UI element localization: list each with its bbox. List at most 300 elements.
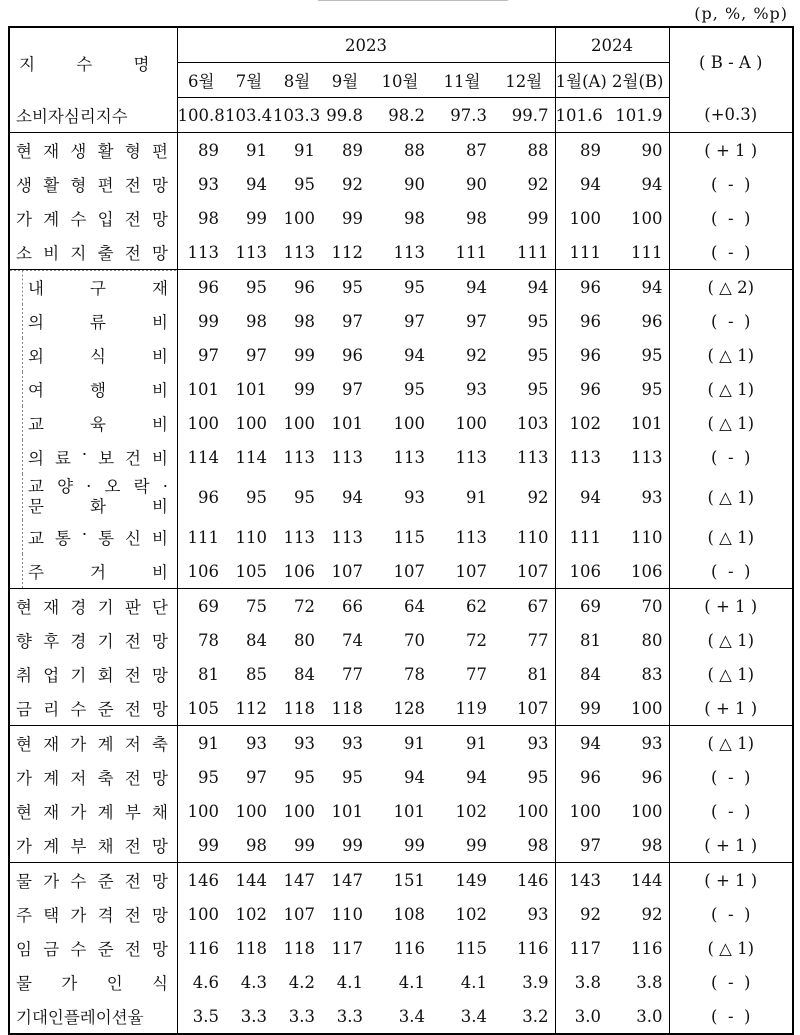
diff-cell: ( - ) bbox=[669, 554, 793, 589]
value-cell: 106 bbox=[607, 554, 669, 589]
value-cell: 95 bbox=[607, 372, 669, 406]
value-cell: 95 bbox=[342, 277, 363, 297]
value-cell: 93 bbox=[607, 474, 669, 520]
value-cell: 102 bbox=[455, 801, 487, 821]
header-diff: ( B - A ) bbox=[669, 27, 793, 98]
value-cell: 95 bbox=[493, 372, 555, 406]
value-cell: 94 bbox=[580, 733, 602, 753]
value-cell: 113 bbox=[283, 527, 315, 547]
value-cell: 97 bbox=[404, 311, 425, 331]
table-row bbox=[9, 657, 793, 691]
value-cell: 93 bbox=[198, 174, 219, 194]
value-cell: 91 bbox=[294, 140, 315, 160]
value-cell: 103.4 bbox=[225, 98, 273, 133]
diff-cell: ( - ) bbox=[669, 965, 793, 999]
value-cell: 101 bbox=[331, 413, 363, 433]
table-row bbox=[9, 406, 793, 440]
value-cell: 3.0 bbox=[607, 999, 669, 1034]
value-cell: 94 bbox=[342, 487, 363, 507]
row-name-text: 임 금 수 준 전 망 bbox=[16, 940, 168, 959]
value-cell: 115 bbox=[455, 938, 487, 958]
month-header: 11월 bbox=[431, 63, 493, 98]
row-name-text: 기대인플레이션율 bbox=[16, 1008, 144, 1027]
value-cell: 97 bbox=[466, 311, 487, 331]
value-cell: 78 bbox=[404, 664, 425, 684]
value-cell: 116 bbox=[187, 938, 219, 958]
value-cell: 100 bbox=[455, 413, 487, 433]
unit-note: (p, %, %p) bbox=[694, 4, 788, 23]
value-cell: 117 bbox=[331, 938, 363, 958]
value-cell: 96 bbox=[607, 304, 669, 338]
value-cell: 98 bbox=[225, 828, 273, 863]
value-cell: 100 bbox=[187, 904, 219, 924]
value-cell: 101 bbox=[393, 801, 425, 821]
header-year-2024: 2024 bbox=[555, 27, 669, 63]
value-cell: 92 bbox=[493, 167, 555, 201]
row-name-text: 외 식 비 bbox=[28, 347, 168, 366]
value-cell: 80 bbox=[294, 630, 315, 650]
value-cell: 96 bbox=[580, 379, 602, 399]
value-cell: 62 bbox=[466, 596, 487, 616]
value-cell: 87 bbox=[466, 140, 487, 160]
value-cell: 113 bbox=[273, 235, 321, 270]
value-cell: 4.3 bbox=[240, 972, 267, 992]
value-cell: 114 bbox=[235, 447, 267, 467]
value-cell: 100 bbox=[187, 801, 219, 821]
table-row bbox=[9, 999, 793, 1034]
row-name bbox=[9, 406, 177, 440]
value-cell: 102 bbox=[235, 904, 267, 924]
value-cell: 111 bbox=[431, 235, 493, 270]
row-name-text: 현 재 경 기 판 단 bbox=[16, 598, 168, 617]
value-cell: 95 bbox=[493, 760, 555, 794]
value-cell: 113 bbox=[569, 447, 602, 467]
value-cell: 64 bbox=[404, 596, 425, 616]
row-name-text: 현 재 생 활 형 편 bbox=[16, 142, 168, 161]
value-cell: 96 bbox=[580, 345, 602, 365]
table-row bbox=[9, 589, 793, 624]
row-name-text: 여 행 비 bbox=[28, 381, 168, 400]
diff-cell: ( △ 1) bbox=[669, 726, 793, 761]
value-cell: 101 bbox=[607, 406, 669, 440]
table-row bbox=[9, 338, 793, 372]
diff-cell: ( + 1 ) bbox=[669, 691, 793, 726]
diff-cell: ( △ 1) bbox=[669, 657, 793, 691]
row-name bbox=[9, 338, 177, 372]
value-cell: 95 bbox=[198, 767, 219, 787]
diff-cell: ( △ 1) bbox=[669, 931, 793, 965]
value-cell: 72 bbox=[466, 630, 487, 650]
value-cell: 70 bbox=[404, 630, 425, 650]
value-cell: 93 bbox=[493, 897, 555, 931]
value-cell: 95 bbox=[246, 487, 267, 507]
value-cell: 112 bbox=[225, 691, 273, 726]
value-cell: 100 bbox=[393, 413, 425, 433]
value-cell: 95 bbox=[607, 338, 669, 372]
value-cell: 93 bbox=[342, 733, 363, 753]
value-cell: 100 bbox=[283, 801, 315, 821]
value-cell: 94 bbox=[404, 345, 425, 365]
value-cell: 106 bbox=[273, 554, 321, 589]
header-index-name: 지 수 명 bbox=[9, 27, 177, 98]
diff-cell: ( △ 1) bbox=[669, 474, 793, 520]
value-cell: 111 bbox=[493, 235, 555, 270]
value-cell: 95 bbox=[294, 487, 315, 507]
value-cell: 146 bbox=[493, 863, 555, 898]
value-cell: 106 bbox=[177, 554, 225, 589]
value-cell: 88 bbox=[493, 133, 555, 168]
row-name bbox=[9, 623, 177, 657]
month-header: 7월 bbox=[225, 63, 273, 98]
row-name bbox=[9, 965, 177, 999]
row-name-text: 생 활 형 편 전 망 bbox=[16, 176, 168, 195]
diff-cell: ( - ) bbox=[669, 794, 793, 828]
table-row bbox=[9, 201, 793, 235]
table-row bbox=[9, 897, 793, 931]
value-cell: 100 bbox=[283, 413, 315, 433]
value-cell: 118 bbox=[273, 691, 321, 726]
value-cell: 97 bbox=[246, 767, 267, 787]
value-cell: 105 bbox=[225, 554, 273, 589]
value-cell: 95 bbox=[493, 338, 555, 372]
value-cell: 97 bbox=[342, 311, 363, 331]
row-name-text: 물 가 수 준 전 망 bbox=[16, 872, 168, 891]
value-cell: 111 bbox=[569, 527, 602, 547]
value-cell: 98.2 bbox=[369, 98, 431, 133]
table-row bbox=[9, 965, 793, 999]
value-cell: 101.6 bbox=[555, 98, 607, 133]
value-cell: 113 bbox=[393, 447, 425, 467]
row-name bbox=[9, 304, 177, 338]
value-cell: 107 bbox=[493, 691, 555, 726]
diff-cell: ( - ) bbox=[669, 235, 793, 270]
value-cell: 93 bbox=[607, 726, 669, 761]
value-cell: 100 bbox=[283, 208, 315, 228]
row-name-text: 현 재 가 계 저 축 bbox=[16, 735, 168, 754]
value-cell: 110 bbox=[235, 527, 267, 547]
value-cell: 99 bbox=[294, 345, 315, 365]
month-header: 9월 bbox=[321, 63, 369, 98]
value-cell: 100 bbox=[493, 794, 555, 828]
row-name bbox=[9, 863, 177, 898]
table-row bbox=[9, 520, 793, 554]
month-header: 6월 bbox=[177, 63, 225, 98]
table-row bbox=[9, 440, 793, 474]
row-name-text: 가 계 수 입 전 망 bbox=[16, 210, 168, 229]
value-cell: 94 bbox=[466, 767, 487, 787]
value-cell: 99 bbox=[177, 828, 225, 863]
value-cell: 95 bbox=[404, 277, 425, 297]
value-cell: 96 bbox=[294, 277, 315, 297]
diff-cell: ( △ 1) bbox=[669, 623, 793, 657]
row-name-text: 현 재 가 계 부 채 bbox=[16, 803, 168, 822]
value-cell: 116 bbox=[607, 931, 669, 965]
value-cell: 118 bbox=[235, 938, 267, 958]
row-name-text: 금 리 수 준 전 망 bbox=[16, 700, 168, 719]
value-cell: 96 bbox=[198, 487, 219, 507]
month-header: 1월(A) bbox=[555, 63, 607, 98]
top-rule bbox=[318, 0, 508, 1]
table-row bbox=[9, 554, 793, 589]
value-cell: 106 bbox=[555, 554, 607, 589]
value-cell: 97 bbox=[555, 828, 607, 863]
value-cell: 70 bbox=[607, 589, 669, 624]
value-cell: 94 bbox=[607, 167, 669, 201]
row-name bbox=[9, 828, 177, 863]
value-cell: 99 bbox=[321, 828, 369, 863]
table-row bbox=[9, 474, 793, 520]
row-name-text: 소비자심리지수 bbox=[16, 106, 128, 126]
header-year-2023: 2023 bbox=[177, 27, 555, 63]
value-cell: 99.8 bbox=[321, 98, 369, 133]
table-row bbox=[9, 828, 793, 863]
row-name-text: 교 양 · 오 락 · bbox=[28, 477, 168, 496]
value-cell: 93 bbox=[466, 379, 487, 399]
value-cell: 94 bbox=[580, 487, 602, 507]
value-cell: 98 bbox=[404, 208, 425, 228]
value-cell: 84 bbox=[580, 664, 602, 684]
value-cell: 96 bbox=[607, 760, 669, 794]
value-cell: 116 bbox=[493, 931, 555, 965]
value-cell: 99.7 bbox=[493, 98, 555, 133]
value-cell: 96 bbox=[580, 767, 602, 787]
row-name bbox=[9, 520, 177, 554]
value-cell: 90 bbox=[607, 133, 669, 168]
value-cell: 3.4 bbox=[369, 999, 431, 1034]
diff-cell: ( - ) bbox=[669, 167, 793, 201]
value-cell: 110 bbox=[607, 520, 669, 554]
value-cell: 4.1 bbox=[398, 972, 425, 992]
value-cell: 4.1 bbox=[336, 972, 363, 992]
value-cell: 101 bbox=[235, 379, 267, 399]
value-cell: 77 bbox=[466, 664, 487, 684]
value-cell: 84 bbox=[246, 630, 267, 650]
value-cell: 111 bbox=[607, 235, 669, 270]
month-header: 10월 bbox=[369, 63, 431, 98]
diff-cell: ( △ 1) bbox=[669, 406, 793, 440]
table-row bbox=[9, 304, 793, 338]
value-cell: 97 bbox=[198, 345, 219, 365]
value-cell: 3.3 bbox=[273, 999, 321, 1034]
value-cell: 3.8 bbox=[607, 965, 669, 999]
value-cell: 80 bbox=[607, 623, 669, 657]
row-name bbox=[9, 589, 177, 624]
value-cell: 93 bbox=[294, 733, 315, 753]
row-name bbox=[9, 999, 177, 1034]
value-cell: 110 bbox=[493, 520, 555, 554]
table-row bbox=[9, 623, 793, 657]
value-cell: 113 bbox=[177, 235, 225, 270]
value-cell: 147 bbox=[283, 870, 315, 890]
row-name-text: 가 계 부 채 전 망 bbox=[16, 837, 168, 856]
value-cell: 118 bbox=[283, 938, 315, 958]
value-cell: 94 bbox=[404, 767, 425, 787]
value-cell: 91 bbox=[246, 140, 267, 160]
table-row bbox=[9, 760, 793, 794]
value-cell: 149 bbox=[455, 870, 487, 890]
value-cell: 3.4 bbox=[431, 999, 493, 1034]
value-cell: 112 bbox=[321, 235, 369, 270]
value-cell: 89 bbox=[342, 140, 363, 160]
value-cell: 113 bbox=[455, 527, 487, 547]
value-cell: 3.3 bbox=[225, 999, 273, 1034]
value-cell: 99 bbox=[555, 691, 607, 726]
row-name bbox=[9, 167, 177, 201]
value-cell: 100 bbox=[235, 801, 267, 821]
diff-cell: ( - ) bbox=[669, 999, 793, 1034]
value-cell: 69 bbox=[198, 596, 219, 616]
row-name bbox=[9, 726, 177, 761]
value-cell: 128 bbox=[369, 691, 431, 726]
value-cell: 3.5 bbox=[177, 999, 225, 1034]
value-cell: 89 bbox=[198, 140, 219, 160]
row-name-text: 소 비 지 출 전 망 bbox=[16, 244, 168, 263]
value-cell: 98 bbox=[607, 828, 669, 863]
value-cell: 96 bbox=[198, 277, 219, 297]
value-cell: 77 bbox=[342, 664, 363, 684]
value-cell: 91 bbox=[404, 733, 425, 753]
value-cell: 89 bbox=[580, 140, 602, 160]
value-cell: 113 bbox=[607, 440, 669, 474]
value-cell: 3.9 bbox=[493, 965, 555, 999]
value-cell: 74 bbox=[342, 630, 363, 650]
table-row bbox=[9, 270, 793, 305]
value-cell: 97 bbox=[342, 379, 363, 399]
value-cell: 101.9 bbox=[607, 98, 669, 133]
value-cell: 96 bbox=[342, 345, 363, 365]
value-cell: 113 bbox=[369, 235, 431, 270]
row-name bbox=[9, 235, 177, 270]
table-row bbox=[9, 691, 793, 726]
value-cell: 95 bbox=[404, 379, 425, 399]
row-name bbox=[9, 897, 177, 931]
table-row bbox=[9, 167, 793, 201]
value-cell: 98 bbox=[246, 311, 267, 331]
row-name bbox=[9, 440, 177, 474]
row-name-text: 의 류 비 bbox=[28, 313, 168, 332]
row-name-text: 교 육 비 bbox=[28, 415, 168, 434]
value-cell: 95 bbox=[294, 767, 315, 787]
value-cell: 99 bbox=[273, 828, 321, 863]
table-row bbox=[9, 98, 793, 133]
value-cell: 147 bbox=[331, 870, 363, 890]
row-name bbox=[9, 133, 177, 168]
value-cell: 90 bbox=[466, 174, 487, 194]
value-cell: 3.8 bbox=[574, 972, 602, 992]
row-name bbox=[9, 931, 177, 965]
value-cell: 99 bbox=[342, 208, 363, 228]
row-name-text: 가 계 저 축 전 망 bbox=[16, 769, 168, 788]
value-cell: 83 bbox=[607, 657, 669, 691]
row-name-text: 물 가 인 식 bbox=[16, 974, 168, 993]
value-cell: 103 bbox=[493, 406, 555, 440]
row-name bbox=[9, 657, 177, 691]
row-name bbox=[9, 201, 177, 235]
value-cell: 144 bbox=[235, 870, 267, 890]
value-cell: 96 bbox=[580, 311, 602, 331]
value-cell: 92 bbox=[580, 904, 602, 924]
row-name bbox=[9, 691, 177, 726]
value-cell: 91 bbox=[466, 487, 487, 507]
value-cell: 111 bbox=[555, 235, 607, 270]
value-cell: 114 bbox=[187, 447, 219, 467]
value-cell: 3.3 bbox=[321, 999, 369, 1034]
value-cell: 77 bbox=[493, 623, 555, 657]
value-cell: 100 bbox=[235, 413, 267, 433]
value-cell: 92 bbox=[607, 897, 669, 931]
value-cell: 92 bbox=[493, 474, 555, 520]
row-name-text: 주 거 비 bbox=[28, 563, 168, 582]
value-cell: 100 bbox=[607, 201, 669, 235]
diff-cell: ( + 1 ) bbox=[669, 133, 793, 168]
table-row bbox=[9, 794, 793, 828]
value-cell: 143 bbox=[569, 870, 602, 890]
diff-cell: ( - ) bbox=[669, 897, 793, 931]
value-cell: 4.1 bbox=[460, 972, 487, 992]
diff-cell: ( - ) bbox=[669, 760, 793, 794]
value-cell: 117 bbox=[569, 938, 602, 958]
value-cell: 107 bbox=[321, 554, 369, 589]
row-name-text: 내 구 재 bbox=[28, 279, 168, 298]
value-cell: 4.6 bbox=[192, 972, 219, 992]
value-cell: 94 bbox=[607, 270, 669, 305]
value-cell: 144 bbox=[607, 863, 669, 898]
value-cell: 113 bbox=[283, 447, 315, 467]
value-cell: 113 bbox=[493, 440, 555, 474]
value-cell: 84 bbox=[294, 664, 315, 684]
row-name bbox=[9, 270, 177, 305]
value-cell: 115 bbox=[393, 527, 425, 547]
value-cell: 94 bbox=[466, 277, 487, 297]
value-cell: 95 bbox=[342, 767, 363, 787]
value-cell: 107 bbox=[493, 554, 555, 589]
value-cell: 101 bbox=[187, 379, 219, 399]
value-cell: 118 bbox=[321, 691, 369, 726]
diff-cell: ( - ) bbox=[669, 201, 793, 235]
value-cell: 110 bbox=[331, 904, 363, 924]
value-cell: 75 bbox=[246, 596, 267, 616]
table-row bbox=[9, 931, 793, 965]
value-cell: 102 bbox=[569, 413, 602, 433]
value-cell: 98 bbox=[493, 828, 555, 863]
value-cell: 4.2 bbox=[288, 972, 315, 992]
value-cell: 81 bbox=[493, 657, 555, 691]
diff-cell: ( △ 1) bbox=[669, 372, 793, 406]
diff-cell: ( △ 1) bbox=[669, 338, 793, 372]
value-cell: 100 bbox=[607, 691, 669, 726]
value-cell: 103.3 bbox=[273, 98, 321, 133]
value-cell: 93 bbox=[404, 487, 425, 507]
value-cell: 107 bbox=[283, 904, 315, 924]
value-cell: 93 bbox=[246, 733, 267, 753]
value-cell: 93 bbox=[493, 726, 555, 761]
diff-cell: ( - ) bbox=[669, 304, 793, 338]
diff-cell: ( △ 1) bbox=[669, 520, 793, 554]
value-cell: 100 bbox=[569, 801, 602, 821]
value-cell: 3.2 bbox=[493, 999, 555, 1034]
table-row bbox=[9, 863, 793, 898]
diff-cell: ( + 1 ) bbox=[669, 863, 793, 898]
value-cell: 116 bbox=[393, 938, 425, 958]
value-cell: 90 bbox=[404, 174, 425, 194]
value-cell: 146 bbox=[187, 870, 219, 890]
value-cell: 72 bbox=[294, 596, 315, 616]
value-cell: 94 bbox=[246, 174, 267, 194]
value-cell: 113 bbox=[331, 527, 363, 547]
value-cell: 94 bbox=[493, 270, 555, 305]
value-cell: 92 bbox=[342, 174, 363, 194]
value-cell: 78 bbox=[198, 630, 219, 650]
